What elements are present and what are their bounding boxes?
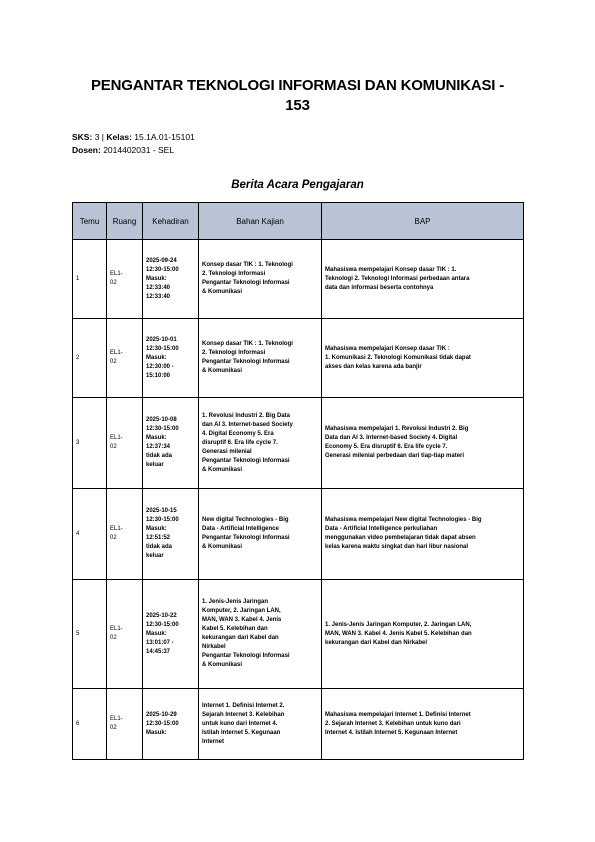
cell-bahan-kajian-text: New digital Technologies - Big Data - Artificial Intelligence Pengantar Teknologi Informasi & Komunikasi (202, 517, 290, 550)
cell-bahan-kajian-text: Konsep dasar TIK : 1. Teknologi 2. Teknologi Informasi Pengantar Teknologi Informasi & Komunikasi (202, 262, 293, 295)
cell-ruang-text: EL1- 02 (110, 271, 123, 286)
cell-ruang (107, 489, 143, 580)
cell-kehadiran (143, 489, 199, 580)
cell-kehadiran-text: 2025-10-22 12:30-15:00 Masuk: 13:01:07 - 14:45:37 (146, 612, 179, 655)
cell-bap-text: Mahasiswa mempelajari Konsep dasar TIK : 1. Teknologi 2. Teknologi Informasi perbedaan antara data dan informasi beserta contohnya (325, 266, 470, 291)
cell-kehadiran-text: 2025-10-15 12:30-15:00 Masuk: 12:51:52 tidak ada keluar (146, 508, 179, 559)
kelas-value: 15.1A.01-15101 (134, 132, 195, 142)
cell-bap (322, 489, 524, 580)
column-header-bap: BAP (322, 203, 524, 240)
table-row (73, 580, 524, 689)
table-header-row (73, 203, 524, 240)
cell-bahan-kajian-text: 1. Jenis-Jenis Jaringan Komputer, 2. Jaringan LAN, MAN, WAN 3. Kabel 4. Jenis Kabel 5. Kelebihan dan kekurangan dari Kabel dan Nirkabel Pengantar Teknologi Informasi & Komunikasi (202, 599, 290, 668)
cell-temu: 5 (73, 580, 107, 689)
cell-temu: 1 (73, 240, 107, 319)
table-row (73, 240, 524, 319)
column-header-temu: Temu (73, 203, 107, 240)
dosen-label: Dosen: (72, 145, 101, 155)
cell-bahan-kajian (199, 240, 322, 319)
cell-bahan-kajian (199, 580, 322, 689)
cell-ruang (107, 398, 143, 489)
course-title-line-2: 153 (285, 97, 310, 114)
course-title (60, 76, 535, 116)
cell-kehadiran-text: 2025-09-24 12:30-15:00 Masuk: 12:33:40 12:33:40 (146, 257, 179, 300)
cell-bap (322, 240, 524, 319)
table-row (73, 489, 524, 580)
cell-bahan-kajian-text: Internet 1. Definisi Internet 2. Sejarah Internet 3. Kelebihan untuk kuno dari Internet 4. Istilah Internet 5. Kegunaan Internet (202, 702, 285, 745)
cell-bahan-kajian (199, 398, 322, 489)
cell-ruang-text: EL1- 02 (110, 716, 123, 731)
table-row (73, 689, 524, 760)
cell-bap-text: Mahasiswa mempelajari New digital Technologies - Big Data - Artificial Intelligence perkuliahan menggunakan video pembelajaran tidak dapat absen kelas karena waktu singkat dan hari libur nasional (325, 517, 482, 550)
meta-separator: | (101, 132, 105, 142)
cell-ruang (107, 689, 143, 760)
bap-table (72, 202, 524, 760)
cell-ruang (107, 319, 143, 398)
cell-kehadiran (143, 689, 199, 760)
cell-bap (322, 689, 524, 760)
cell-ruang (107, 240, 143, 319)
cell-bap (322, 580, 524, 689)
cell-temu: 2 (73, 319, 107, 398)
cell-ruang (107, 580, 143, 689)
cell-bahan-kajian (199, 319, 322, 398)
column-header-kehadiran: Kehadiran (143, 203, 199, 240)
cell-bap-text: Mahasiswa mempelajari 1. Revolusi Industri 2. Big Data dan AI 3. Internet-based Society 4. Digital Economy 5. Era disruptif 6. Era life cycle 7. Generasi milenial perbedaan dari tiap-tiap materi (325, 426, 469, 459)
cell-bahan-kajian (199, 489, 322, 580)
sks-value: 3 (94, 132, 100, 142)
dosen-value: 2014402031 - SEL (103, 145, 175, 155)
cell-temu: 6 (73, 689, 107, 760)
cell-bap-text: Mahasiswa mempelajari Konsep dasar TIK : 1. Komunikasi 2. Teknologi Komunikasi tidak dapat akses dan kelas karena ada banjir (325, 345, 471, 370)
course-meta-dosen (72, 145, 174, 156)
course-meta-sks-kelas (72, 132, 195, 143)
cell-bahan-kajian-text: 1. Revolusi Industri 2. Big Data dan AI 3. Internet-based Society 4. Digital Economy 5. Era disruptif 6. Era life cycle 7. Generasi milenial Pengantar Teknologi Informasi & Komunikasi (202, 412, 293, 473)
kelas-label: Kelas: (106, 132, 132, 142)
cell-bahan-kajian-text: Konsep dasar TIK : 1. Teknologi 2. Teknologi Informasi Pengantar Teknologi Informasi & Komunikasi (202, 341, 293, 374)
cell-kehadiran-text: 2025-10-29 12:30-15:00 Masuk: (146, 711, 179, 736)
cell-ruang-text: EL1- 02 (110, 526, 123, 541)
cell-ruang-text: EL1- 02 (110, 626, 123, 641)
cell-kehadiran (143, 240, 199, 319)
cell-bahan-kajian (199, 689, 322, 760)
cell-kehadiran (143, 580, 199, 689)
column-header-ruang: Ruang (107, 203, 143, 240)
cell-temu: 3 (73, 398, 107, 489)
cell-bap (322, 319, 524, 398)
cell-ruang-text: EL1- 02 (110, 350, 123, 365)
cell-bap-text: Mahasiswa mempelajari Internet 1. Definisi Internet 2. Sejarah Internet 3. Kelebihan untuk kuno dari Internet 4. Istilah Internet 5. Kegunaan Internet (325, 711, 471, 736)
cell-bap-text: 1. Jenis-Jenis Jaringan Komputer, 2. Jaringan LAN, MAN, WAN 3. Kabel 4. Jenis Kabel 5. Kelebihan dan kekurangan dari Kabel dan Nirkabel (325, 621, 472, 646)
table-row (73, 319, 524, 398)
cell-bap (322, 398, 524, 489)
cell-kehadiran-text: 2025-10-08 12:30-15:00 Masuk: 12:37:34 tidak ada keluar (146, 417, 179, 468)
cell-kehadiran (143, 319, 199, 398)
table-row (73, 398, 524, 489)
sks-label: SKS: (72, 132, 93, 142)
cell-kehadiran (143, 398, 199, 489)
course-title-line-1: PENGANTAR TEKNOLOGI INFORMASI DAN KOMUNIKASI - (90, 77, 504, 94)
cell-kehadiran-text: 2025-10-01 12:30-15:00 Masuk: 12:30:00 - 15:10:00 (146, 336, 179, 379)
cell-temu: 4 (73, 489, 107, 580)
cell-ruang-text: EL1- 02 (110, 435, 123, 450)
section-title: Berita Acara Pengajaran (231, 179, 364, 191)
column-header-bahan-kajian: Bahan Kajian (199, 203, 322, 240)
